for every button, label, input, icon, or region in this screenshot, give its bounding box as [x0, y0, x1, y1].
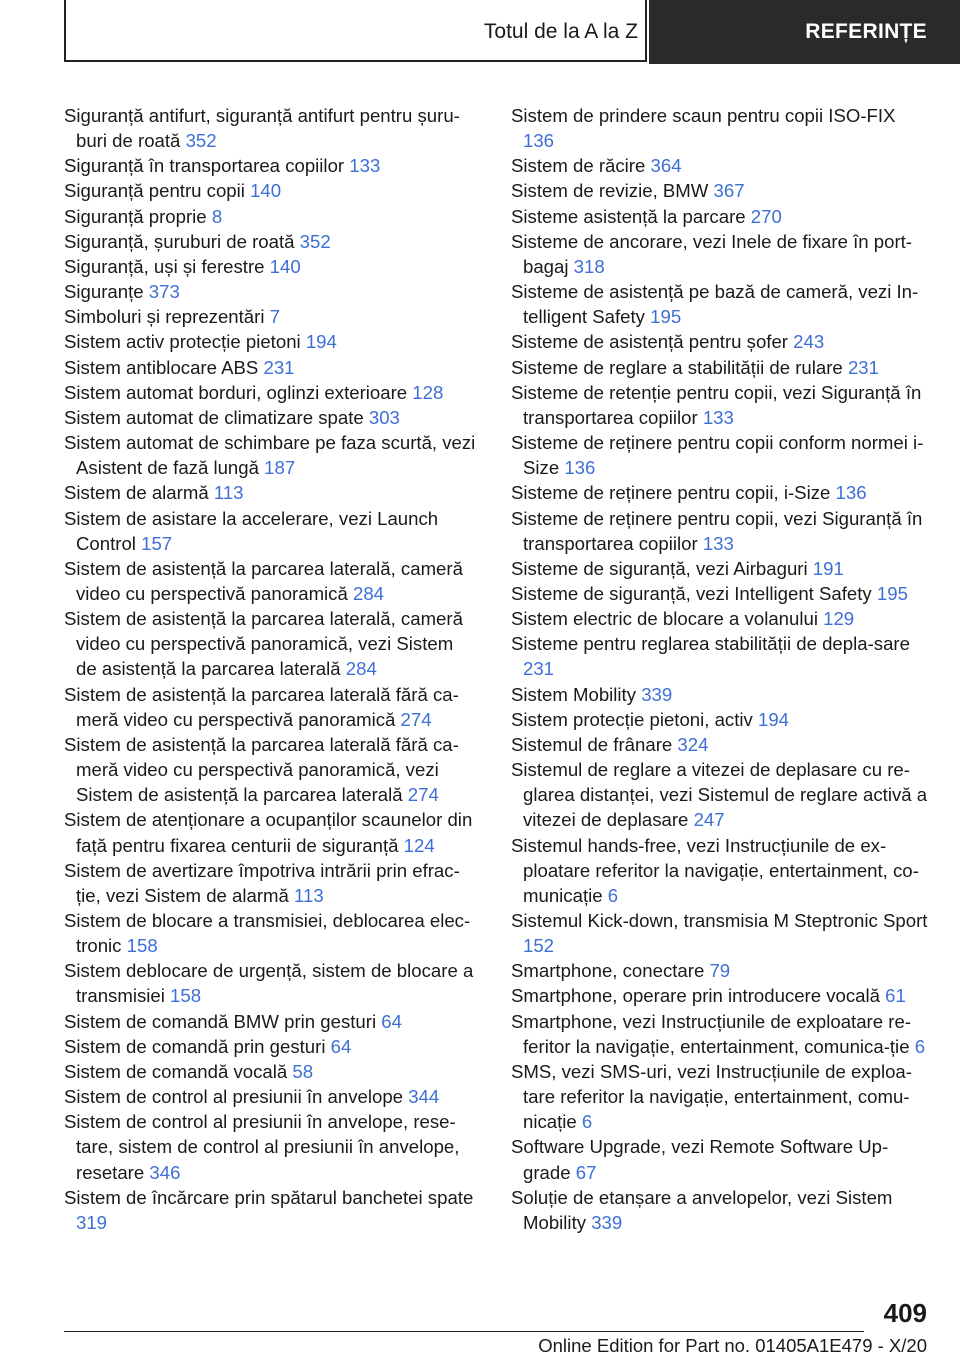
index-term: Sistem Mobility: [511, 683, 637, 705]
index-term: Sistem automat de schimbare pe faza scurtă, vezi Asistent de fază lungă: [64, 432, 476, 479]
page-reference-link[interactable]: 152: [523, 935, 555, 957]
index-term: Sistem automat de climatizare spate: [64, 406, 364, 428]
page-reference-link[interactable]: 194: [758, 708, 790, 730]
page-reference-link[interactable]: 136: [564, 457, 596, 479]
index-entry: [64, 380, 479, 405]
page-reference-link[interactable]: 352: [299, 230, 331, 252]
index-term: Siguranță, șuruburi de roată: [64, 230, 295, 252]
page-reference-link[interactable]: 187: [264, 457, 296, 479]
page-reference-link[interactable]: 136: [835, 482, 867, 504]
page-reference-link[interactable]: 274: [407, 784, 439, 806]
index-term: Sisteme de asistență pentru șofer: [511, 331, 788, 353]
index-entry: [64, 1009, 479, 1034]
index-term: Sistem de comandă vocală: [64, 1060, 288, 1082]
page-reference-link[interactable]: 191: [812, 557, 844, 579]
section-tab: [64, 0, 647, 62]
index-term: Sistem de alarmă: [64, 482, 209, 504]
index-entry: [511, 178, 931, 203]
index-entry: [64, 153, 479, 178]
page-reference-link[interactable]: 7: [269, 306, 280, 328]
index-term: Sistem de asistare la accelerare, vezi Launch Control: [64, 507, 439, 554]
index-entry: [64, 304, 479, 329]
page-reference-link[interactable]: 243: [793, 331, 825, 353]
index-entry: [511, 556, 931, 581]
index-entry: [511, 1009, 931, 1059]
page-reference-link[interactable]: 113: [213, 482, 244, 504]
page-reference-link[interactable]: 270: [750, 205, 782, 227]
index-term: Sistem de asistență la parcarea laterală, cameră video cu perspectivă panoramică: [64, 557, 463, 604]
index-term: SMS, vezi SMS-uri, vezi Instrucțiunile de exploa-tare referitor la navigație, entertainment, comu-nicație: [511, 1060, 912, 1133]
page-reference-link[interactable]: 128: [412, 381, 444, 403]
index-term: Sisteme asistență la parcare: [511, 205, 746, 227]
index-entry: [511, 682, 931, 707]
page-reference-link[interactable]: 6: [581, 1111, 593, 1133]
index-entry: [64, 204, 479, 229]
index-entry: [511, 606, 931, 631]
chapter-title: REFERINȚE: [805, 20, 927, 43]
page-reference-link[interactable]: 140: [250, 180, 282, 202]
index-term: Sistem de revizie, BMW: [511, 180, 709, 202]
index-entry: [511, 983, 931, 1008]
page-reference-link[interactable]: 231: [263, 356, 295, 378]
page-reference-link[interactable]: 195: [876, 582, 908, 604]
index-term: Sistem de răcire: [511, 155, 646, 177]
index-term: Sistem de prindere scaun pentru copii ISO-FIX: [511, 105, 896, 126]
index-term: Sistem antiblocare ABS: [64, 356, 259, 378]
page-reference-link[interactable]: 129: [823, 608, 855, 630]
index-entry: [511, 506, 931, 556]
index-term: Simboluri și reprezentări: [64, 306, 265, 328]
index-entry: [511, 732, 931, 757]
index-term: Siguranță antifurt, siguranță antifurt pentru șuru-buri de roată: [64, 105, 460, 152]
page-reference-link[interactable]: 136: [523, 130, 555, 152]
index-entry: [64, 480, 479, 505]
page-reference-link[interactable]: 339: [641, 683, 673, 705]
index-entry: [64, 355, 479, 380]
index-entry: [64, 329, 479, 354]
index-term: Soluție de etanșare a anvelopelor, vezi Sistem Mobility: [511, 1186, 893, 1233]
page-reference-link[interactable]: 195: [650, 306, 682, 328]
index-entry: [64, 556, 479, 606]
index-term: Sistem de blocare a transmisiei, deblocarea elec-tronic: [64, 910, 471, 957]
index-term: Sisteme de reținere pentru copii, i-Size: [511, 482, 831, 504]
index-entry: [64, 178, 479, 203]
index-entry: [64, 958, 479, 1008]
footer-divider: [64, 1331, 864, 1332]
index-entry: [511, 707, 931, 732]
index-entry: [511, 329, 931, 354]
page-reference-link[interactable]: 364: [650, 155, 682, 177]
index-term: Software Upgrade, vezi Remote Software Up-grade: [511, 1136, 889, 1183]
index-term: Sisteme de siguranță, vezi Intelligent Safety: [511, 582, 872, 604]
index-entry: [511, 631, 931, 681]
index-term: Sistemul de reglare a vitezei de deplasare cu re-glarea distanței, vezi Sistemul de reglare activă a vitezei de deplasare: [511, 759, 928, 831]
page-reference-link[interactable]: 339: [591, 1211, 623, 1233]
page-reference-link[interactable]: 319: [76, 1211, 108, 1233]
index-entry: [64, 1034, 479, 1059]
index-entry: [64, 430, 479, 480]
index-entry: [64, 1059, 479, 1084]
index-entry: [64, 606, 479, 681]
page-reference-link[interactable]: 6: [914, 1035, 926, 1057]
page-reference-link[interactable]: 231: [523, 658, 555, 680]
index-term: Sistem electric de blocare a volanului: [511, 608, 818, 630]
page-reference-link[interactable]: 124: [403, 834, 435, 856]
index-term: Sistem deblocare de urgență, sistem de blocare a transmisiei: [64, 960, 474, 1007]
page-reference-link[interactable]: 140: [269, 255, 301, 277]
index-entry: [511, 1134, 931, 1184]
index-term: Sisteme de reținere pentru copii conform normei i-Size: [511, 432, 924, 479]
index-term: Sistem de asistență la parcarea laterală fără ca-meră video cu perspectivă panoramică, vezi Sistem de asistență la parcarea laterală: [64, 733, 459, 806]
index-term: Siguranță în transportarea copiilor: [64, 155, 345, 177]
index-term: Sistem de atenționare a ocupanților scaunelor din față pentru fixarea centurii de siguranță: [64, 809, 473, 856]
page-reference-link[interactable]: 79: [709, 960, 731, 982]
page-reference-link[interactable]: 8: [211, 205, 223, 227]
page-reference-link[interactable]: 158: [126, 935, 158, 957]
index-entry: [64, 1185, 479, 1235]
page-reference-link[interactable]: 344: [408, 1086, 440, 1108]
index-entry: [511, 380, 931, 430]
index-term: Sistem de comandă BMW prin gesturi: [64, 1010, 377, 1032]
index-entry: [64, 1109, 479, 1184]
index-entry: [511, 279, 931, 329]
page-number: 409: [883, 1298, 927, 1328]
page-reference-link[interactable]: 64: [381, 1010, 402, 1032]
index-term: Sistemul de frânare: [511, 733, 673, 755]
index-term: Sistem de control al presiunii în anvelope, rese-tare, sistem de control al presiunii în anvelope, resetare: [64, 1111, 460, 1183]
page-reference-link[interactable]: 194: [305, 331, 337, 353]
index-term: Sistemul Kick-down, transmisia M Steptronic Sport: [511, 910, 928, 931]
index-term: Sistem de asistență la parcarea laterală fără ca-meră video cu perspectivă panoramică: [64, 683, 459, 730]
page-reference-link[interactable]: 231: [847, 356, 879, 378]
index-term: Sisteme de retenție pentru copii, vezi Siguranță în transportarea copiilor: [511, 381, 922, 428]
index-entry: [511, 581, 931, 606]
index-entry: [64, 682, 479, 732]
index-column-left: [64, 103, 479, 1235]
index-term: Sisteme de ancorare, vezi Inele de fixare în port-bagaj: [511, 230, 913, 277]
index-term: Smartphone, conectare: [511, 960, 705, 982]
page-reference-link[interactable]: 352: [185, 130, 217, 152]
index-term: Sisteme de reținere pentru copii, vezi Siguranță în transportarea copiilor: [511, 507, 923, 554]
index-entry: [64, 405, 479, 430]
page-reference-link[interactable]: 284: [353, 582, 385, 604]
page-reference-link[interactable]: 133: [349, 155, 381, 177]
index-term: Sistem protecție pietoni, activ: [511, 708, 753, 730]
index-term: Sistem de încărcare prin spătarul banchetei spate: [64, 1186, 474, 1208]
page-reference-link[interactable]: 274: [400, 708, 432, 730]
page-reference-link[interactable]: 324: [677, 733, 709, 755]
index-entry: [64, 229, 479, 254]
index-entry: [511, 958, 931, 983]
page-reference-link[interactable]: 61: [885, 985, 906, 1007]
index-term: Sistem de comandă prin gesturi: [64, 1035, 326, 1057]
index-entry: [511, 204, 931, 229]
index-entry: [511, 757, 931, 832]
index-term: Smartphone, vezi Instrucțiunile de exploatare re-feritor la navigație, entertainment, comunica-ție: [511, 1010, 911, 1057]
page-reference-link[interactable]: 158: [170, 985, 202, 1007]
index-entry: [64, 858, 479, 908]
page-reference-link[interactable]: 113: [294, 884, 324, 906]
index-entry: [64, 506, 479, 556]
page-reference-link[interactable]: 64: [330, 1035, 352, 1057]
index-term: Sisteme de siguranță, vezi Airbaguri: [511, 557, 808, 579]
page-reference-link[interactable]: 346: [149, 1161, 181, 1183]
page-reference-link[interactable]: 157: [141, 532, 173, 554]
index-entry: [511, 908, 931, 958]
page-reference-link[interactable]: 247: [693, 809, 725, 831]
index-entry: [64, 732, 479, 807]
page-reference-link[interactable]: 373: [148, 281, 180, 303]
index-entry: [511, 480, 931, 505]
page-reference-link[interactable]: 303: [368, 406, 400, 428]
index-term: Sistem automat borduri, oglinzi exterioare: [64, 381, 408, 403]
index-term: Sistemul hands-free, vezi Instrucțiunile de ex-ploatare referitor la navigație, entertainment, co-municație: [511, 834, 919, 906]
index-entry: [64, 103, 479, 153]
index-term: Smartphone, operare prin introducere vocală: [511, 985, 880, 1007]
page-reference-link[interactable]: 6: [607, 884, 619, 906]
index-entry: [511, 1185, 931, 1235]
page-reference-link[interactable]: 367: [713, 180, 745, 202]
index-term: Sistem de avertizare împotriva intrării prin efrac-ție, vezi Sistem de alarmă: [64, 859, 460, 906]
index-term: Sistem de asistență la parcarea laterală, cameră video cu perspectivă panoramică, vezi Sistem de asistență la parcarea laterală: [64, 608, 463, 680]
chapter-tab: [649, 0, 960, 64]
index-entry: [64, 908, 479, 958]
index-entry: [511, 355, 931, 380]
page-reference-link[interactable]: 133: [702, 406, 734, 428]
index-term: Sisteme pentru reglarea stabilității de depla-sare: [511, 633, 910, 655]
section-title: Totul de la A la Z: [483, 20, 638, 43]
index-entry: [511, 229, 931, 279]
index-term: Siguranță pentru copii: [64, 180, 245, 202]
index-term: Siguranță, uși și ferestre: [64, 255, 265, 277]
page-header: [64, 0, 960, 66]
index-entry: [64, 254, 479, 279]
index-term: Sistem de control al presiunii în anvelope: [64, 1086, 404, 1108]
index-entry: [511, 1059, 931, 1134]
page-reference-link[interactable]: 318: [573, 255, 605, 277]
index-entry: [64, 807, 479, 857]
index-entry: [511, 103, 931, 153]
footer-edition: Online Edition for Part no. 01405A1E479 - X/20: [538, 1335, 927, 1356]
index-column-right: [511, 103, 931, 1235]
index-term: Siguranță proprie: [64, 205, 207, 227]
index-term: Siguranțe: [64, 281, 144, 303]
index-entry: [64, 1084, 479, 1109]
index-term: Sisteme de reglare a stabilității de rulare: [511, 356, 843, 378]
page-reference-link[interactable]: 284: [345, 658, 377, 680]
page-reference-link[interactable]: 67: [575, 1161, 597, 1183]
index-entry: [511, 153, 931, 178]
index-entry: [511, 430, 931, 480]
index-term: Sisteme de asistență pe bază de cameră, vezi In-telligent Safety: [511, 281, 919, 328]
page-reference-link[interactable]: 58: [292, 1060, 314, 1082]
page-reference-link[interactable]: 133: [702, 532, 734, 554]
index-entry: [64, 279, 479, 304]
index-term: Sistem activ protecție pietoni: [64, 331, 301, 353]
index-entry: [511, 833, 931, 908]
